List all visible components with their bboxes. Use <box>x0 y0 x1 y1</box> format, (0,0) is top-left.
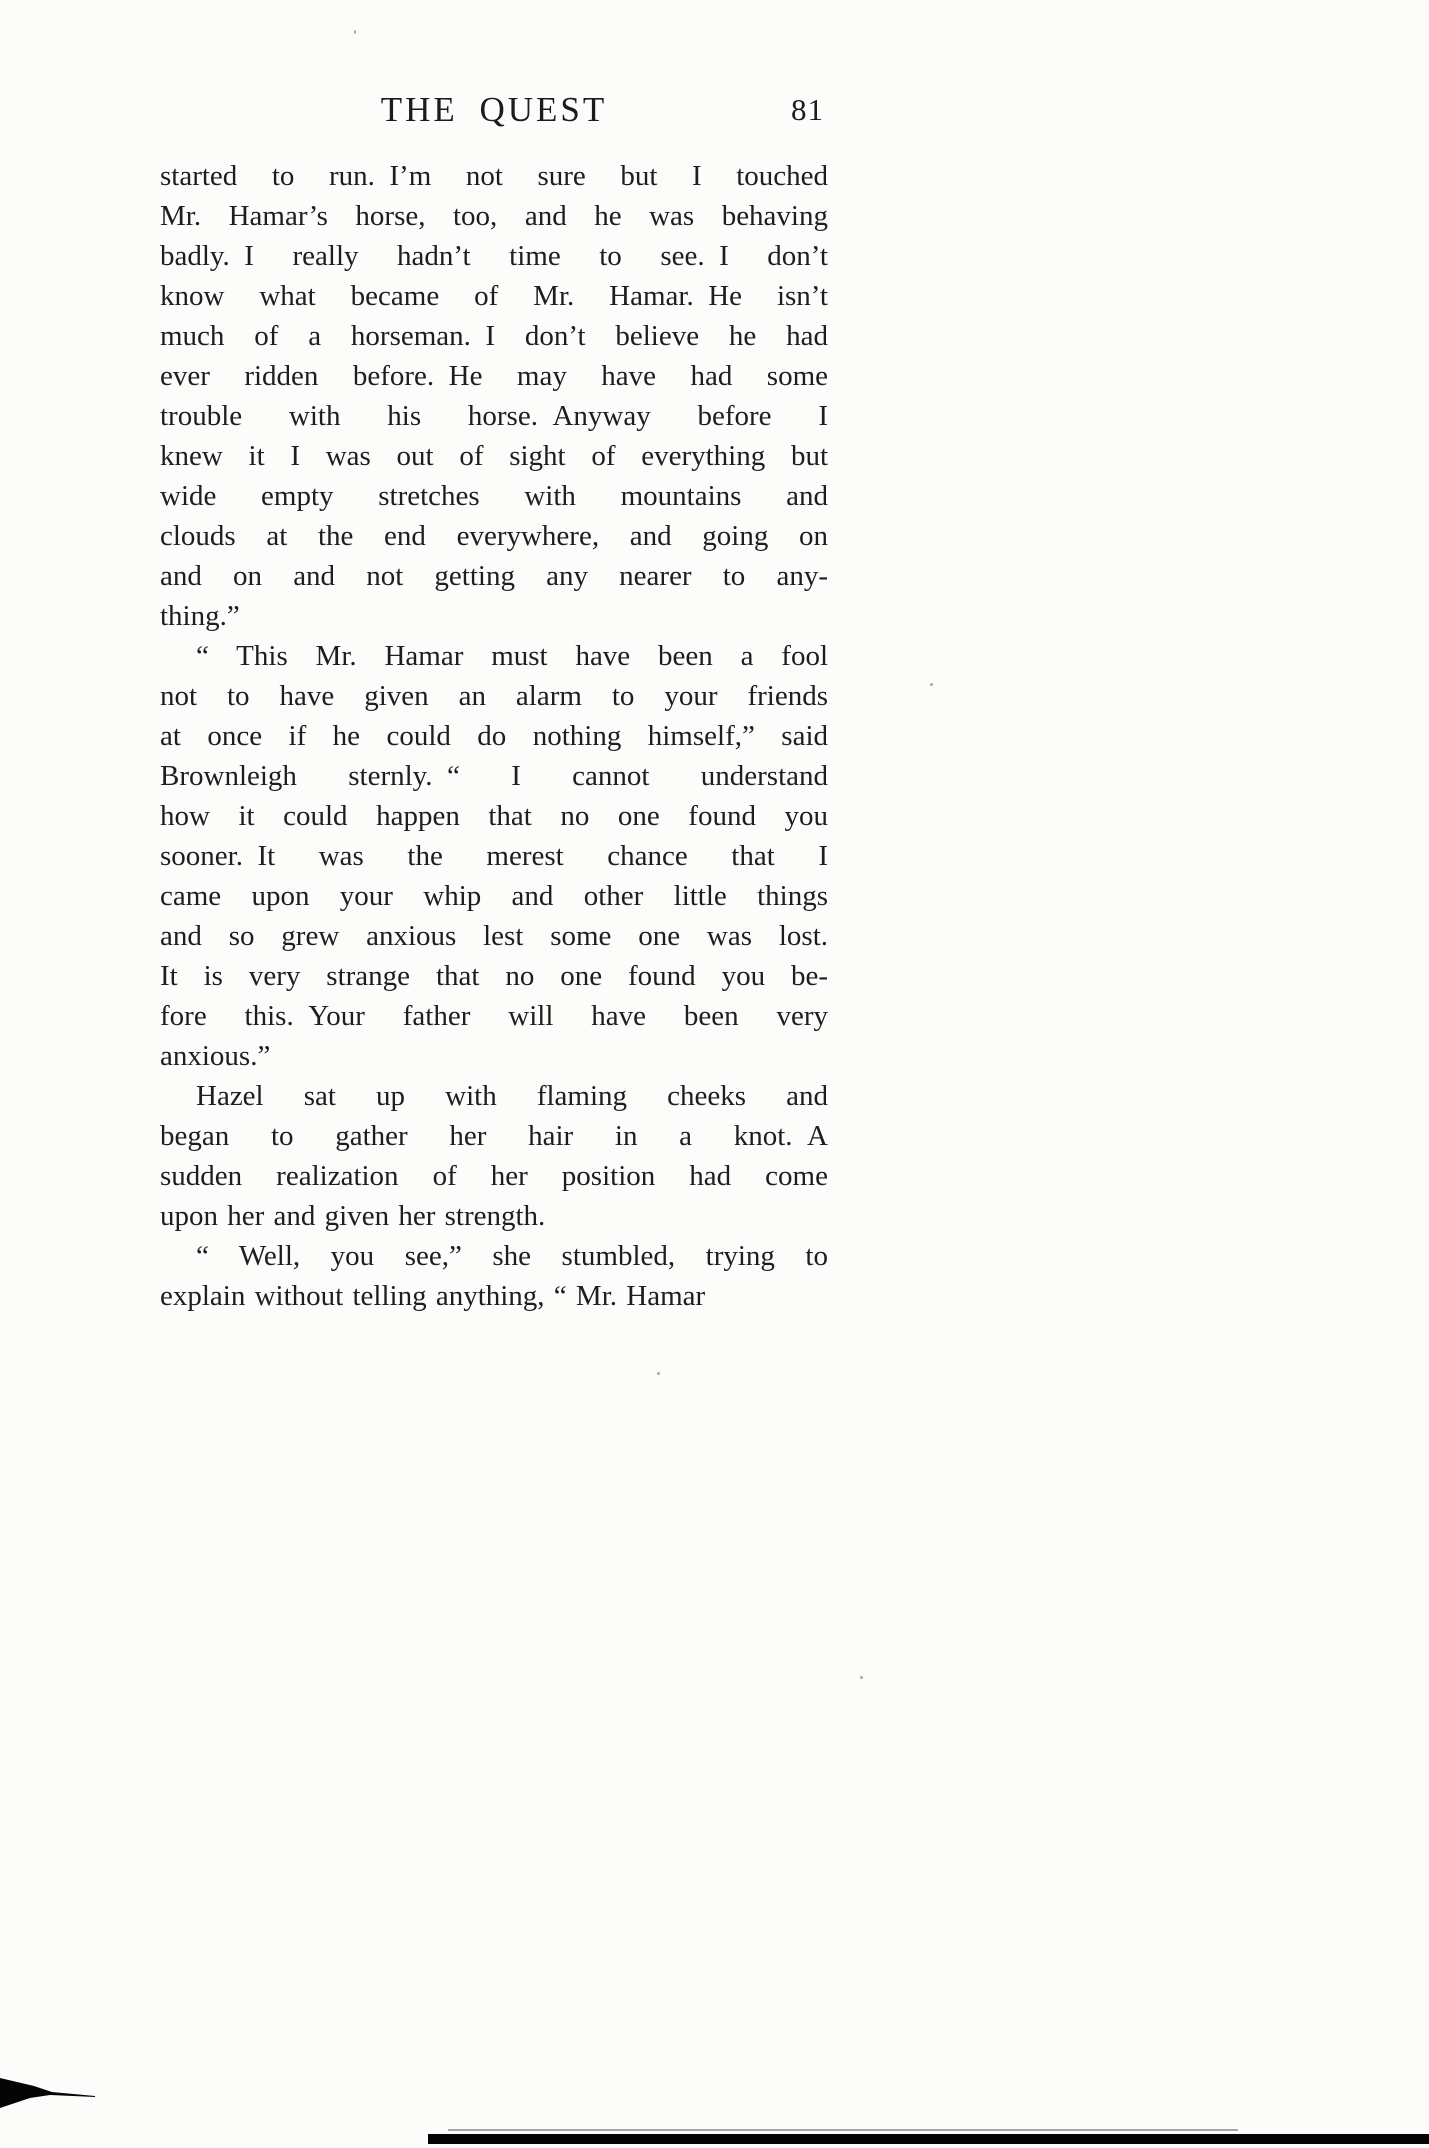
text-line: know what became of Mr. Hamar. He isn’t <box>160 280 828 312</box>
text-line: trouble with his horse. Anyway before I <box>160 400 828 432</box>
text-line: “ Well, you see,” she stumbled, trying to <box>196 1240 828 1272</box>
text-line: ever ridden before. He may have had some <box>160 360 828 392</box>
paragraph <box>160 156 828 636</box>
running-head <box>160 90 828 140</box>
text-line: not to have given an alarm to your friends <box>160 680 828 712</box>
dust-speck <box>657 1372 660 1375</box>
text-line: much of a horseman. I don’t believe he had <box>160 320 828 352</box>
text-line: Mr. Hamar’s horse, too, and he was behaving <box>160 200 828 232</box>
text-line: badly. I really hadn’t time to see. I don’t <box>160 240 828 272</box>
dust-speck <box>930 683 933 686</box>
paragraph <box>160 1076 828 1236</box>
ink-blot-artifact <box>0 2076 100 2108</box>
text-line: how it could happen that no one found you <box>160 800 828 832</box>
page-title: THE QUEST <box>380 90 608 129</box>
text-line: at once if he could do nothing himself,” said <box>160 720 828 752</box>
text-line: came upon your whip and other little things <box>160 880 828 912</box>
text-line: fore this. Your father will have been very <box>160 1000 828 1032</box>
text-line: sudden realization of her position had come <box>160 1160 828 1192</box>
text-line: It is very strange that no one found you be- <box>160 960 828 992</box>
text-line: and so grew anxious lest some one was lost. <box>160 920 828 952</box>
paragraph <box>160 636 828 1076</box>
text-line: and on and not getting any nearer to any- <box>160 560 828 592</box>
text-line: explain without telling anything, “ Mr. Hamar <box>160 1280 706 1312</box>
text-line: knew it I was out of sight of everything but <box>160 440 828 472</box>
text-line: “ This Mr. Hamar must have been a fool <box>196 640 828 672</box>
text-line: upon her and given her strength. <box>160 1200 546 1232</box>
page-number: 81 <box>791 92 824 127</box>
text-line: Brownleigh sternly. “ I cannot understand <box>160 760 828 792</box>
text-line: Hazel sat up with flaming cheeks and <box>196 1080 828 1112</box>
text-line: clouds at the end everywhere, and going on <box>160 520 828 552</box>
paragraph <box>160 1236 828 1316</box>
text-line: anxious.” <box>160 1040 271 1072</box>
text-line: sooner. It was the merest chance that I <box>160 840 828 872</box>
text-line: began to gather her hair in a knot. A <box>160 1120 828 1152</box>
text-line: thing.” <box>160 600 240 632</box>
text-line: started to run. I’m not sure but I touched <box>160 160 828 192</box>
dust-speck <box>354 30 356 34</box>
scan-line-artifact <box>448 2129 1238 2131</box>
text-line: wide empty stretches with mountains and <box>160 480 828 512</box>
page-text <box>160 156 828 1316</box>
scan-bar-artifact <box>428 2134 1429 2144</box>
dust-speck <box>860 1676 863 1679</box>
